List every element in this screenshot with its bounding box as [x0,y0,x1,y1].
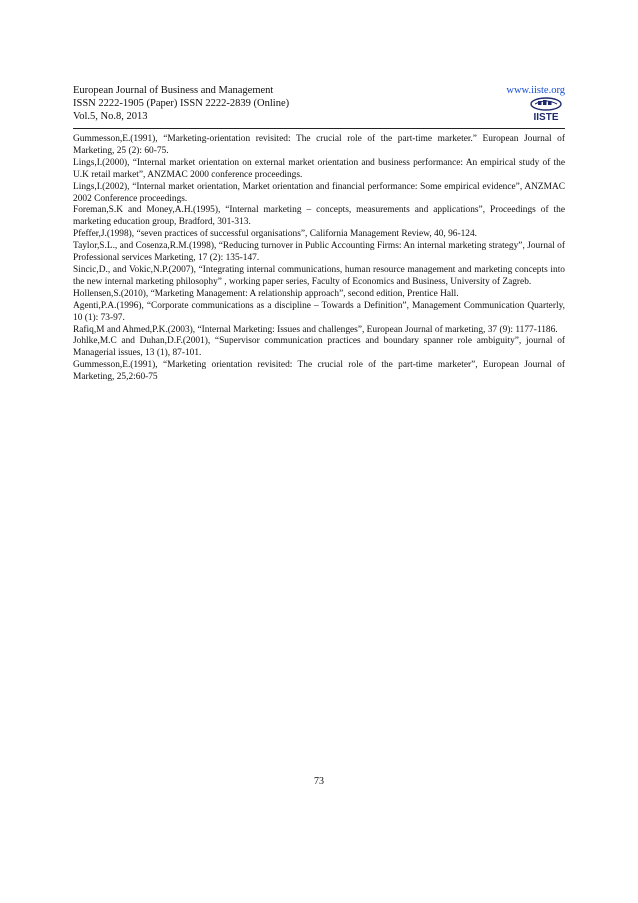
header-row [73,84,565,97]
reference-item: Lings,I.(2000), “Internal market orientation on external market orientation and business performance: An empirical study of the U.K retail market”, ANZMAC 2000 conference proceedings. [73,157,565,180]
page-number: 73 [314,776,324,787]
reference-item: Gummesson,E.(1991), “Marketing orientation revisited: The crucial role of the part-time marketer”, European Journal of Marketing, 25,2:60-75 [73,360,565,383]
page-header [73,84,565,123]
reference-item: Sincic,D., and Vokic,N.P.(2007), “Integrating internal communications, human resource management and marketing concepts into the new internal marketing philosophy” , working paper series, Faculty of Economics and Business, University of Zagreb. [73,264,565,287]
reference-item: Agenti,P.A.(1996), “Corporate communications as a discipline – Towards a Definition”, Management Communication Quarterly, 10 (1): 73-97. [73,300,565,323]
reference-list [73,134,565,384]
iiste-logo [529,96,563,122]
journal-title: European Journal of Business and Management [73,85,274,96]
reference-item: Hollensen,S.(2010), “Marketing Management: A relationship approach”, second edition, Prentice Hall. [73,288,459,299]
reference-item: Pfeffer,J.(1998), “seven practices of successful organisations”, California Management Review, 40, 96-124. [73,229,478,240]
reference-item: Taylor,S.L., and Cosenza,R.M.(1998), “Reducing turnover in Public Accounting Firms: An internal marketing strategy”, Journal of Professional services Marketing, 17 (2): 135-147. [73,241,565,264]
reference-item: Rafiq,M and Ahmed,P.K.(2003), “Internal Marketing: Issues and challenges”, European Journal of marketing, 37 (9): 1177-1186. [73,324,558,335]
reference-item: Lings,I.(2002), “Internal market orientation, Market orientation and financial performance: Some empirical evidence”, ANZMAC 2002 Conference proceedings. [73,181,565,204]
website-link[interactable]: www.iiste.org [506,85,565,96]
reference-item: Gummesson,E.(1991), “Marketing-orientation revisited: The crucial role of the part-time marketer.” European Journal of Marketing, 25 (2): 60-75. [73,134,565,156]
reference-item: Foreman,S.K and Money,A.H.(1995), “Internal marketing – concepts, measurements and applications”, Proceedings of the marketing education group, Bradford, 301-313. [73,205,565,228]
volume-line: Vol.5, No.8, 2013 [73,111,148,122]
header-divider [73,128,565,129]
logo-text: IISTE [533,112,559,122]
issn-line: ISSN 2222-1905 (Paper) ISSN 2222-2839 (Online) [73,98,290,109]
reference-item: Johlke,M.C and Duhan,D.F.(2001), “Supervisor communication practices and boundary spanner role ambiguity”, journal of Managerial issues, 13 (1), 87-101. [73,336,565,359]
